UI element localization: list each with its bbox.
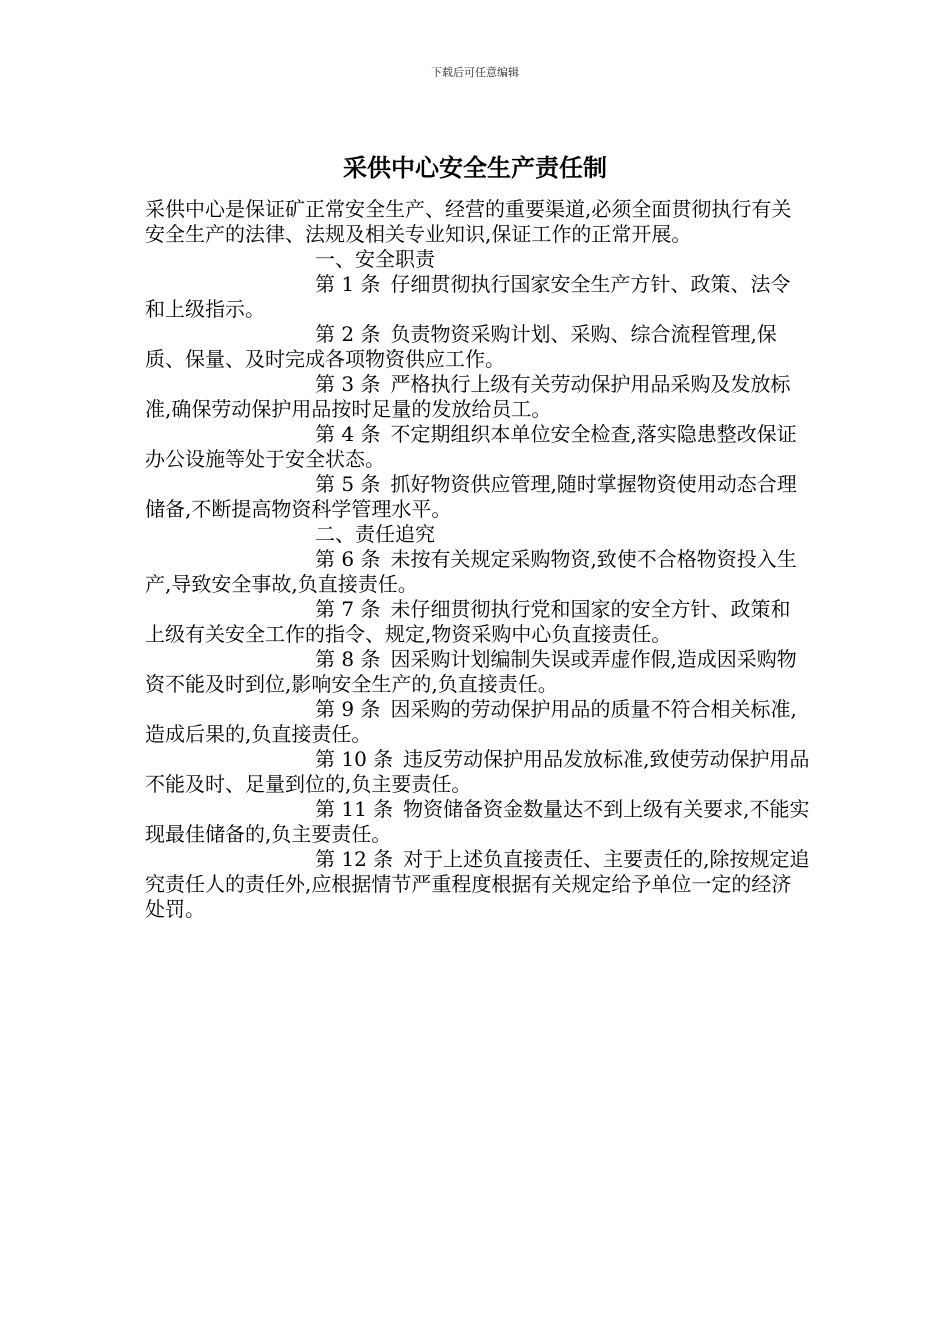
article-paragraph bbox=[145, 547, 810, 597]
article-paragraph bbox=[145, 322, 810, 372]
article-text: 违反劳动保护用品发放标准,致使劳动保护用品不能及时、足量到位的,负主要责任。 bbox=[145, 747, 810, 796]
article-text: 严格执行上级有关劳动保护用品采购及发放标准,确保劳动保护用品按时足量的发放给员工。 bbox=[145, 372, 791, 421]
article-paragraph bbox=[145, 697, 810, 747]
article-paragraph bbox=[145, 372, 810, 422]
article-number: 第 7 条 bbox=[315, 597, 381, 621]
document-body bbox=[145, 197, 810, 922]
article-number: 第 5 条 bbox=[315, 472, 381, 496]
article-number: 第 8 条 bbox=[315, 647, 381, 671]
article-text: 不定期组织本单位安全检查,落实隐患整改保证办公设施等处于安全状态。 bbox=[145, 422, 797, 471]
article-number: 第 4 条 bbox=[315, 422, 381, 446]
article-text: 因采购的劳动保护用品的质量不符合相关标准,造成后果的,负直接责任。 bbox=[145, 697, 797, 746]
article-number: 第 3 条 bbox=[315, 372, 381, 396]
article-text: 负责物资采购计划、采购、综合流程管理,保质、保量、及时完成各项物资供应工作。 bbox=[145, 322, 777, 371]
article-text: 物资储备资金数量达不到上级有关要求,不能实现最佳储备的,负主要责任。 bbox=[145, 797, 810, 846]
page-header-note: 下载后可任意编辑 bbox=[431, 66, 519, 79]
article-paragraph bbox=[145, 747, 810, 797]
article-text: 仔细贯彻执行国家安全生产方针、政策、法令和上级指示。 bbox=[145, 272, 791, 321]
article-number: 第 12 条 bbox=[315, 847, 394, 871]
article-text: 对于上述负直接责任、主要责任的,除按规定追究责任人的责任外,应根据情节严重程度根据有关规定给予单位一定的经济处罚。 bbox=[145, 847, 810, 921]
document-title: 采供中心安全生产责任制 bbox=[343, 154, 607, 182]
section-heading: 一、安全职责 bbox=[315, 247, 435, 271]
article-number: 第 2 条 bbox=[315, 322, 381, 346]
article-text: 未仔细贯彻执行党和国家的安全方针、政策和上级有关安全工作的指令、规定,物资采购中心负直接责任。 bbox=[145, 597, 791, 646]
article-paragraph bbox=[145, 647, 810, 697]
article-text: 抓好物资供应管理,随时掌握物资使用动态合理储备,不断提高物资科学管理水平。 bbox=[145, 472, 797, 521]
article-paragraph bbox=[145, 422, 810, 472]
intro-paragraph: 采供中心是保证矿正常安全生产、经营的重要渠道,必须全面贯彻执行有关安全生产的法律、法规及相关专业知识,保证工作的正常开展。 bbox=[145, 197, 792, 246]
article-number: 第 1 条 bbox=[315, 272, 381, 296]
article-text: 未按有关规定采购物资,致使不合格物资投入生产,导致安全事故,负直接责任。 bbox=[145, 547, 797, 596]
article-paragraph bbox=[145, 847, 810, 922]
article-number: 第 9 条 bbox=[315, 697, 381, 721]
article-paragraph bbox=[145, 597, 810, 647]
section-heading: 二、责任追究 bbox=[315, 522, 435, 546]
article-number: 第 11 条 bbox=[315, 797, 394, 821]
article-number: 第 10 条 bbox=[315, 747, 394, 771]
article-number: 第 6 条 bbox=[315, 547, 381, 571]
article-paragraph bbox=[145, 472, 810, 522]
article-paragraph bbox=[145, 272, 810, 322]
article-text: 因采购计划编制失误或弄虚作假,造成因采购物资不能及时到位,影响安全生产的,负直接责任。 bbox=[145, 647, 797, 696]
article-paragraph bbox=[145, 797, 810, 847]
